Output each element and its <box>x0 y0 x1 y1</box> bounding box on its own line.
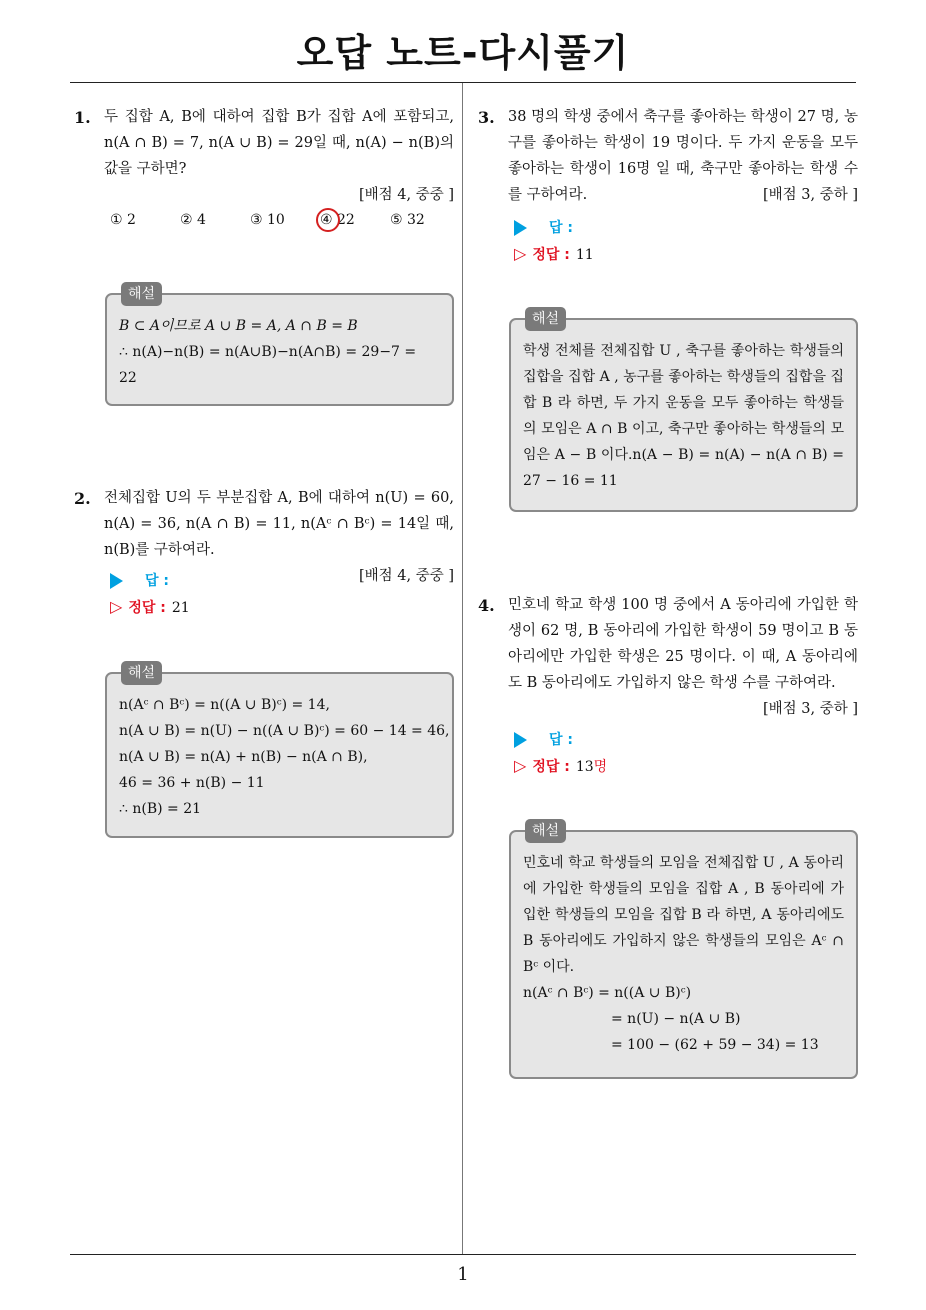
choice-5[interactable]: ⑤ 32 <box>390 212 425 228</box>
solution-line: n(A ∪ B) = n(A) + n(B) − n(A ∩ B), <box>119 749 368 765</box>
correct-value: 11 <box>575 247 594 263</box>
play-triangle-icon <box>110 573 123 589</box>
answer-line <box>514 217 573 237</box>
answer-line <box>514 729 573 749</box>
question-meta: [배점 4, 중중 ] <box>358 187 454 203</box>
choice-3[interactable]: ③ 10 <box>250 212 285 228</box>
solution-box <box>509 311 858 512</box>
header-rule <box>70 82 856 83</box>
choice-4[interactable] <box>320 212 355 228</box>
solution-equation: n(Aᶜ ∩ Bᶜ) = n((A ∪ B)ᶜ) <box>523 985 692 1001</box>
column-divider <box>462 83 463 1254</box>
correct-label: 정답 : <box>532 759 570 775</box>
answer-label: 답 : <box>145 573 169 589</box>
solution-line: 46 = 36 + n(B) − 11 <box>119 775 265 791</box>
question-meta: [배점 3, 중하 ] <box>762 701 858 717</box>
question-3 <box>508 104 858 208</box>
solution-line: n(Aᶜ ∩ Bᶜ) = n((A ∪ B)ᶜ) = 14, <box>119 697 330 713</box>
question-text: 두 집합 A, B에 대하여 집합 B가 집합 A에 포함되고, n(A ∩ B) = 7, n(A ∪ B) = 29일 때, n(A) − n(B)의 값을 구하면? <box>104 109 454 177</box>
choice-4-label: ④ 22 <box>320 212 355 228</box>
correct-value: 13 <box>575 759 594 775</box>
solution-box <box>509 823 858 1079</box>
solution-text: 학생 전체를 전체집합 U , 축구를 좋아하는 학생들의 집합을 집합 A , 농구를 좋아하는 학생들의 집합을 집합 B 라 하면, 두 가지 운동을 모두 좋아하는 학생들의 모임은 A ∩ B 이고, 축구만 좋아하는 학생들의 모임은 A − B 이다.n(A − B) = n(A) − n(A ∩ B) = 27 − 16 = 11 <box>523 343 844 489</box>
question-4 <box>508 592 858 722</box>
outline-triangle-icon: ▷ <box>514 756 527 775</box>
question-text: 전체집합 U의 두 부분집합 A, B에 대하여 n(U) = 60, n(A) = 36, n(A ∩ B) = 11, n(Aᶜ ∩ Bᶜ) = 14일 때, n(B)를 구하여라. <box>104 490 454 558</box>
question-meta: [배점 3, 중하 ] <box>762 187 858 203</box>
question-number: 4. <box>478 596 495 615</box>
footer-rule <box>70 1254 856 1255</box>
answer-line <box>110 570 169 590</box>
correct-answer-line <box>514 756 607 776</box>
choice-1[interactable]: ① 2 <box>110 212 136 228</box>
answer-mark-circle-icon <box>316 208 340 232</box>
answer-label: 답 : <box>549 220 573 236</box>
solution-tag: 해설 <box>525 307 566 331</box>
question-number: 2. <box>74 489 91 508</box>
page-title: 오답 노트-다시풀기 <box>296 31 630 75</box>
correct-value: 21 <box>171 600 190 616</box>
solution-box <box>105 286 454 406</box>
outline-triangle-icon: ▷ <box>514 244 527 263</box>
solution-box <box>105 665 454 838</box>
question-text: 민호네 학교 학생 100 명 중에서 A 동아리에 가입한 학생이 62 명, B 동아리에 가입한 학생이 59 명이고 B 동아리에만 가입한 학생은 25 명이다. 이 때, A 동아리에도 B 동아리에도 가입하지 않은 학생 수를 구하여라. <box>508 597 858 691</box>
solution-tag: 해설 <box>121 282 162 306</box>
solution-line: ∴ n(B) = 21 <box>119 801 202 817</box>
solution-line: n(A ∪ B) = n(U) − n((A ∪ B)ᶜ) = 60 − 14 = 46, <box>119 723 450 739</box>
solution-tag: 해설 <box>121 661 162 685</box>
solution-line: B ⊂ A이므로 A ∪ B = A, A ∩ B = B <box>119 318 358 334</box>
solution-tag: 해설 <box>525 819 566 843</box>
question-number: 1. <box>74 108 91 127</box>
question-meta: [배점 4, 중중 ] <box>358 568 454 584</box>
question-1 <box>104 104 454 208</box>
correct-label: 정답 : <box>128 600 166 616</box>
correct-answer-line <box>110 597 190 617</box>
choice-list <box>110 212 450 236</box>
choice-2[interactable]: ② 4 <box>180 212 206 228</box>
solution-equation: = 100 − (62 + 59 − 34) = 13 <box>611 1037 819 1053</box>
question-text: 38 명의 학생 중에서 축구를 좋아하는 학생이 27 명, 농구를 좋아하는 학생이 19 명이다. 두 가지 운동을 모두 좋아하는 학생이 16명 일 때, 축구만 좋아하는 학생 수를 구하여라. <box>508 109 858 203</box>
solution-line: ∴ n(A)−n(B) = n(A∪B)−n(A∩B) = 29−7 = <box>119 344 417 360</box>
correct-label: 정답 : <box>532 247 570 263</box>
solution-text: 민호네 학교 학생들의 모임을 전체집합 U , A 동아리에 가입한 학생들의 모임을 집합 A , B 동아리에 가입한 학생들의 모임을 집합 B 라 하면, A 동아리에도 B 동아리에도 가입하지 않은 학생들의 모임은 Aᶜ ∩ Bᶜ 이다. <box>523 855 844 975</box>
correct-answer-line <box>514 244 594 264</box>
play-triangle-icon <box>514 732 527 748</box>
page-number: 1 <box>457 1264 469 1285</box>
answer-label: 답 : <box>549 732 573 748</box>
outline-triangle-icon: ▷ <box>110 597 123 616</box>
correct-unit: 명 <box>593 759 608 775</box>
solution-line: 22 <box>119 370 137 386</box>
question-number: 3. <box>478 108 495 127</box>
play-triangle-icon <box>514 220 527 236</box>
solution-equation: = n(U) − n(A ∪ B) <box>611 1011 741 1027</box>
